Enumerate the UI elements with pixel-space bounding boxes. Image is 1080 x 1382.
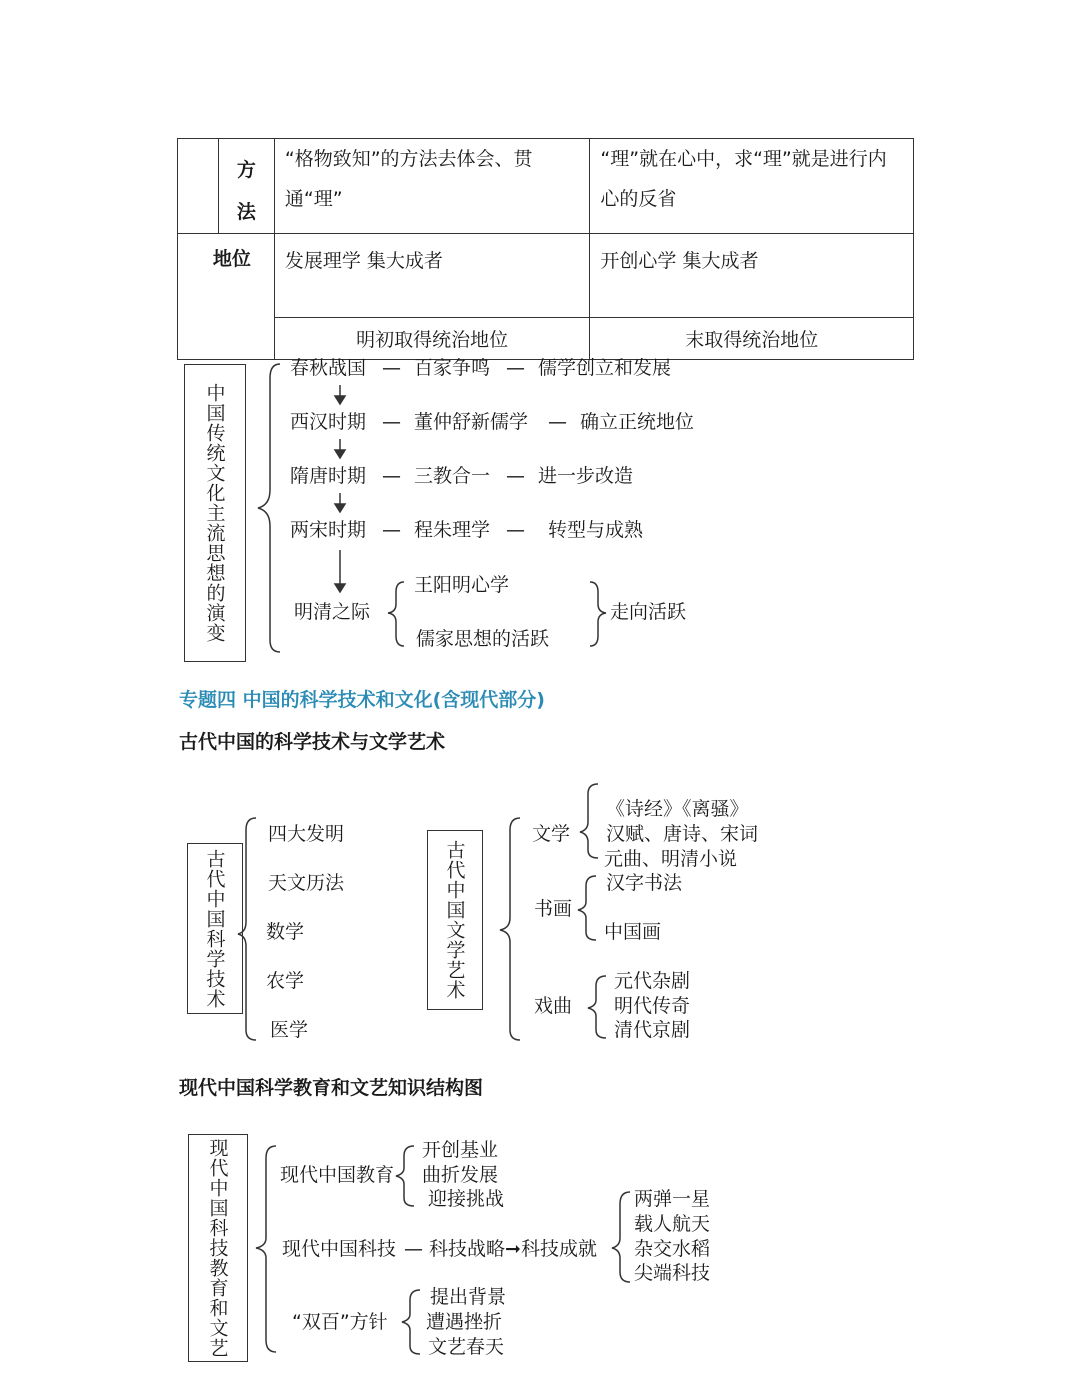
policy-brace (402, 1290, 420, 1354)
modern-title: 现代中国科技教育和文艺 (206, 1138, 229, 1358)
tech-item: 尖端科技 (634, 1262, 711, 1284)
lit-group-item: 元曲、明清小说 (604, 848, 738, 870)
policy-label: “双百”方针 (292, 1311, 388, 1333)
edu-item: 迎接挑战 (428, 1188, 505, 1210)
row1-dash-a: — (382, 357, 401, 379)
mingqing-period: 明清之际 (294, 601, 371, 623)
method-zhu-text: “格物致知”的方法去体会、贯通“理” (284, 148, 533, 210)
mingqing-item-2: 儒家思想的活跃 (416, 628, 550, 650)
policy-item: 提出背景 (430, 1286, 507, 1308)
tech-chain: — 科技战略➞科技成就 (404, 1238, 597, 1260)
rule-wang-text: 末取得统治地位 (685, 329, 819, 351)
sci-title-box (187, 843, 243, 1014)
mingqing-item-1: 王阳明心学 (414, 574, 510, 596)
edu-item: 开创基业 (422, 1139, 499, 1161)
edu-brace (396, 1146, 414, 1206)
row3-dash-a: — (382, 465, 401, 487)
lit-brace (500, 818, 520, 1040)
edu-item: 曲折发展 (422, 1164, 499, 1186)
row3-result: 进一步改造 (538, 465, 634, 487)
lit-group-item: 《诗经》《离骚》 (606, 798, 749, 820)
sci-item: 农学 (266, 970, 305, 992)
row3-event: 三教合一 (414, 465, 491, 487)
method-wang-text: “理”就在心中，求“理”就是进行内心的反省 (600, 148, 887, 210)
lit-group-name: 文学 (532, 823, 571, 845)
tech-item: 两弹一星 (634, 1188, 711, 1210)
modern-title-box (188, 1134, 248, 1362)
policy-item: 文艺春天 (428, 1336, 505, 1358)
lit-title: 古代中国文学艺术 (443, 840, 466, 1000)
tech-brace (612, 1192, 630, 1282)
lit-title-box (427, 830, 483, 1010)
row2-event: 董仲舒新儒学 (414, 411, 529, 433)
row2-dash-b: — (548, 411, 567, 433)
tech-item: 载人航天 (634, 1213, 711, 1235)
policy-item: 遭遇挫折 (426, 1311, 503, 1333)
sci-title: 古代中国科学技术 (203, 848, 226, 1009)
row4-dash-b: — (506, 519, 525, 541)
xiqu-brace (588, 976, 606, 1038)
method-label-char-1: 方 (236, 159, 256, 181)
topic4-heading: 专题四 中国的科学技术和文化(含现代部分) (179, 689, 545, 711)
row2-period: 西汉时期 (290, 411, 367, 433)
row4-result: 转型与成熟 (548, 519, 644, 541)
tech-item: 杂交水稻 (634, 1238, 711, 1260)
row4-event: 程朱理学 (414, 519, 491, 541)
method-label-char-2: 法 (236, 201, 256, 223)
lit-group-item: 明代传奇 (614, 995, 691, 1017)
rule-zhu-text: 明初取得统治地位 (356, 329, 509, 351)
sci-item: 数学 (266, 921, 305, 943)
status-label: 地位 (212, 248, 251, 270)
evolution-title-box (184, 364, 246, 662)
sci-item: 医学 (270, 1019, 309, 1041)
status-wang-text: 开创心学 集大成者 (600, 250, 759, 272)
row2-dash-a: — (382, 411, 401, 433)
lit-group-name: 书画 (534, 898, 573, 920)
row2-result: 确立正统地位 (580, 411, 695, 433)
sci-item: 天文历法 (268, 872, 345, 894)
lit-group-item: 清代京剧 (614, 1019, 691, 1041)
lit-group-item: 元代杂剧 (614, 970, 691, 992)
tech-label: 现代中国科技 (282, 1238, 397, 1260)
evolution-title: 中国传统文化主流思想的演变 (203, 383, 226, 643)
sci-item: 四大发明 (268, 823, 345, 845)
shuhua-brace (578, 876, 596, 940)
row4-dash-a: — (382, 519, 401, 541)
lit-group-name: 戏曲 (534, 995, 573, 1017)
modern-brace (256, 1146, 276, 1352)
row1-result: 儒学创立和发展 (538, 357, 672, 379)
mingqing-result: 走向活跃 (610, 601, 687, 623)
row4-period: 两宋时期 (290, 519, 367, 541)
status-zhu-text: 发展理学 集大成者 (284, 250, 443, 272)
modern-heading: 现代中国科学教育和文艺知识结构图 (179, 1077, 484, 1099)
row3-dash-b: — (506, 465, 525, 487)
lit-group-item: 汉字书法 (606, 872, 683, 894)
mingqing-brace (388, 582, 404, 646)
row1-dash-b: — (506, 357, 525, 379)
evolution-brace (258, 364, 280, 652)
mingqing-right-brace (590, 582, 606, 646)
row1-period: 春秋战国 (290, 357, 367, 379)
wenxue-brace (580, 784, 598, 858)
row3-period: 隋唐时期 (290, 465, 367, 487)
edu-label: 现代中国教育 (280, 1164, 395, 1186)
lit-group-item: 中国画 (604, 921, 662, 943)
ancient-heading: 古代中国的科学技术与文学艺术 (179, 731, 446, 753)
row1-event: 百家争鸣 (414, 357, 491, 379)
lit-group-item: 汉赋、唐诗、宋词 (606, 823, 759, 845)
